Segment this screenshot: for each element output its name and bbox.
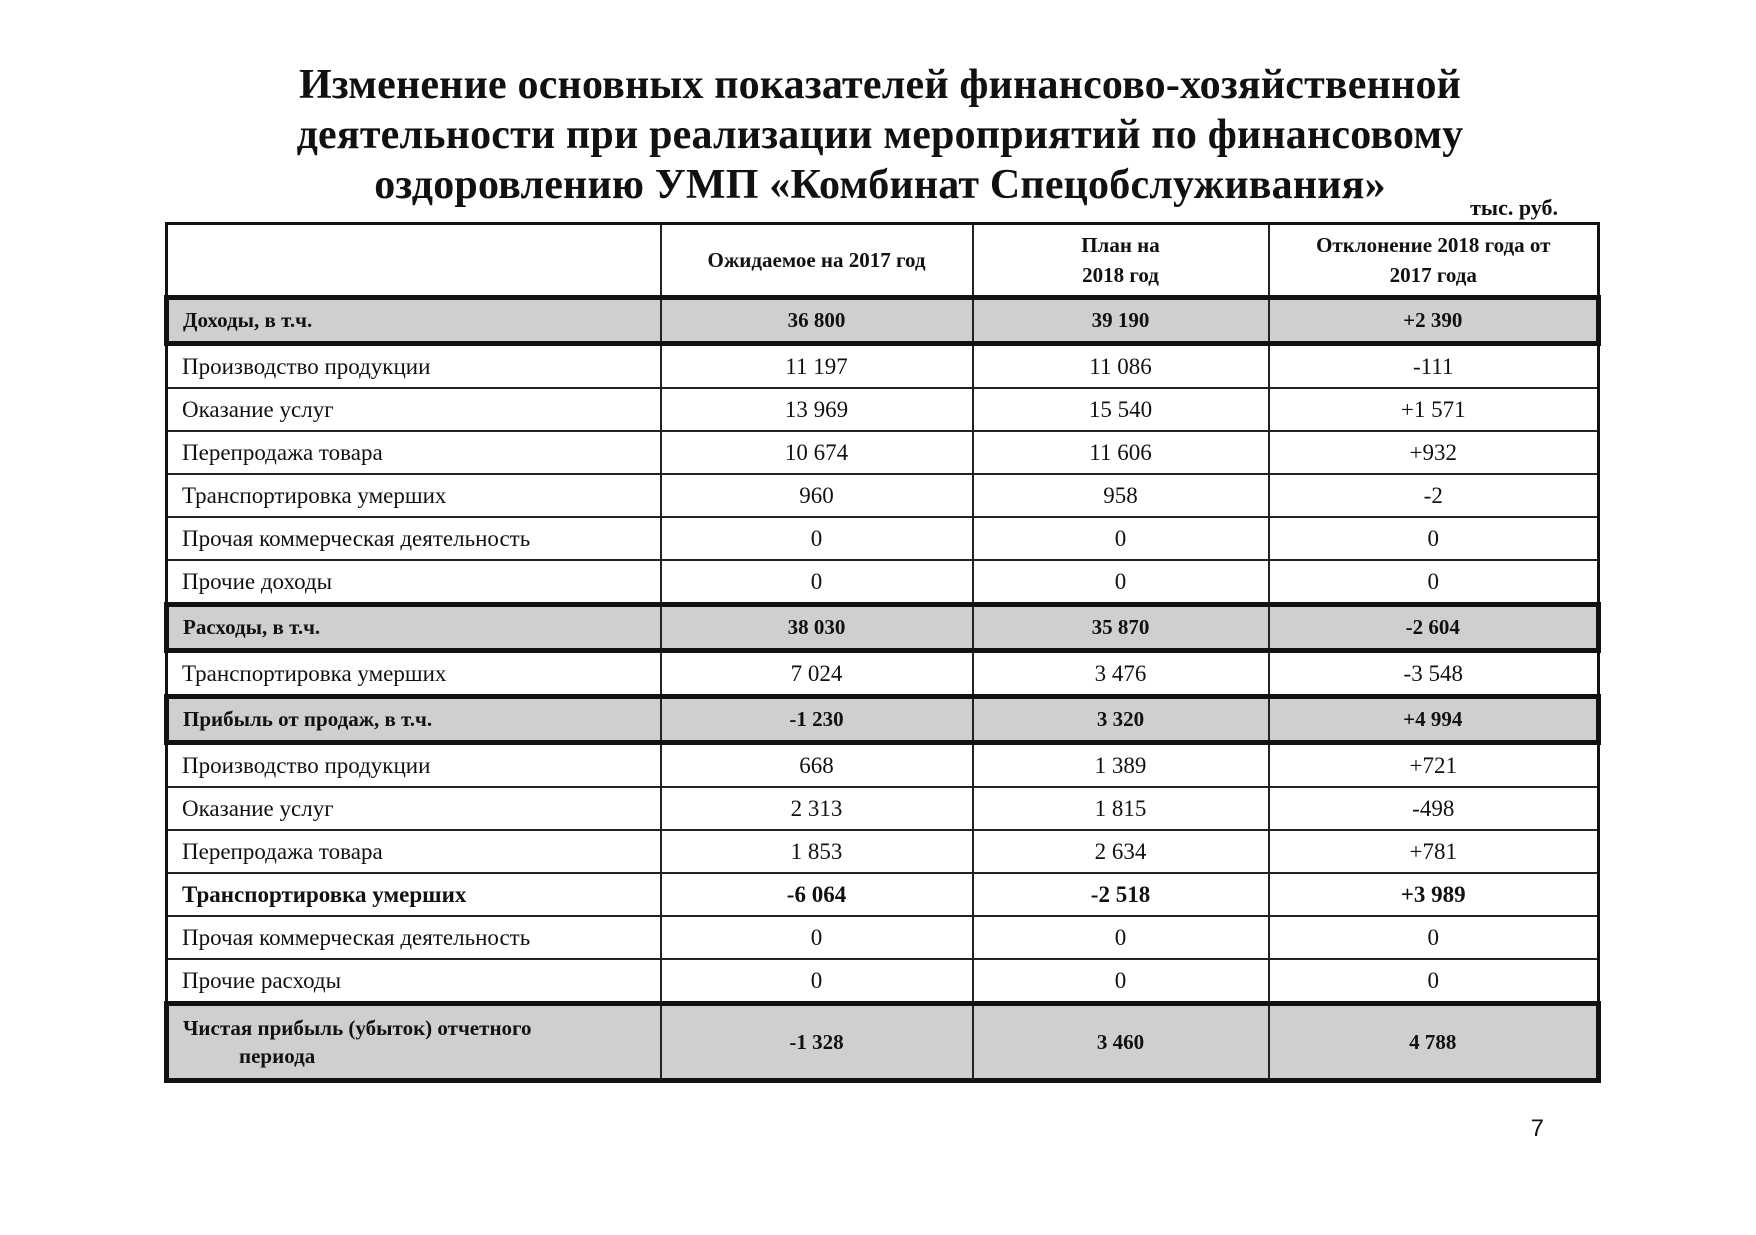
value-2017: 11 197 <box>661 344 973 389</box>
value-deviation: 4 788 <box>1269 1004 1599 1081</box>
row-label: Прочие доходы <box>167 560 661 605</box>
value-deviation: -498 <box>1269 787 1599 830</box>
value-2018: 15 540 <box>973 388 1269 431</box>
table-row <box>167 651 1599 697</box>
value-2017: 36 800 <box>661 298 973 344</box>
value-2017: -1 230 <box>661 697 973 743</box>
row-label <box>167 1004 661 1081</box>
value-2018: 958 <box>973 474 1269 517</box>
row-label: Оказание услуг <box>167 787 661 830</box>
row-label: Прочие расходы <box>167 959 661 1004</box>
title-line-1: Изменение основных показателей финансово-хозяйственной <box>298 62 1462 108</box>
value-2017: 0 <box>661 916 973 959</box>
value-2018: 0 <box>973 959 1269 1004</box>
value-2017: 38 030 <box>661 605 973 651</box>
units-label: тыс. руб. <box>1470 195 1558 220</box>
table-row <box>167 388 1599 431</box>
value-2018: 2 634 <box>973 830 1269 873</box>
header-deviation <box>1269 224 1599 298</box>
value-deviation: -111 <box>1269 344 1599 389</box>
page-title <box>240 60 1520 210</box>
value-deviation: -3 548 <box>1269 651 1599 697</box>
page-number: 7 <box>1530 1115 1544 1142</box>
row-label-line2: периода <box>239 1044 316 1068</box>
value-2018: 39 190 <box>973 298 1269 344</box>
row-label: Прибыль от продаж, в т.ч. <box>167 697 661 743</box>
row-label: Прочая коммерческая деятельность <box>167 517 661 560</box>
table-row <box>167 344 1599 389</box>
table-row <box>167 787 1599 830</box>
row-label: Транспортировка умерших <box>167 873 661 916</box>
value-2017: 13 969 <box>661 388 973 431</box>
header-deviation-line2: 2017 года <box>1389 263 1477 287</box>
value-deviation: +932 <box>1269 431 1599 474</box>
value-2018: 0 <box>973 916 1269 959</box>
value-deviation: 0 <box>1269 959 1599 1004</box>
table-row <box>167 959 1599 1004</box>
value-deviation: 0 <box>1269 517 1599 560</box>
title-line-2: деятельности при реализации мероприятий по финансовому <box>296 112 1464 158</box>
value-2017: -6 064 <box>661 873 973 916</box>
value-deviation: +1 571 <box>1269 388 1599 431</box>
value-2018: 11 086 <box>973 344 1269 389</box>
value-2018: 11 606 <box>973 431 1269 474</box>
row-label: Производство продукции <box>167 743 661 788</box>
value-2017: 960 <box>661 474 973 517</box>
row-label: Перепродажа товара <box>167 830 661 873</box>
value-2017: 2 313 <box>661 787 973 830</box>
table-row-net-profit-total <box>167 1004 1599 1081</box>
value-deviation: +781 <box>1269 830 1599 873</box>
value-2018: 3 320 <box>973 697 1269 743</box>
value-2017: 0 <box>661 560 973 605</box>
row-label: Доходы, в т.ч. <box>167 298 661 344</box>
table-row <box>167 474 1599 517</box>
value-2018: -2 518 <box>973 873 1269 916</box>
financial-indicators-table <box>164 222 1601 1083</box>
row-label-line1: Чистая прибыль (убыток) отчетного <box>183 1016 532 1040</box>
value-2017: 7 024 <box>661 651 973 697</box>
row-label: Транспортировка умерших <box>167 474 661 517</box>
header-indicator <box>167 224 661 298</box>
value-2017: 0 <box>661 959 973 1004</box>
row-label: Транспортировка умерших <box>167 651 661 697</box>
value-2018: 35 870 <box>973 605 1269 651</box>
title-line-3: оздоровлению УМП «Комбинат Спецобслуживания» <box>374 162 1386 208</box>
value-2017: 0 <box>661 517 973 560</box>
header-plan-2018 <box>973 224 1269 298</box>
value-2018: 0 <box>973 517 1269 560</box>
value-2018: 1 815 <box>973 787 1269 830</box>
value-2017: 668 <box>661 743 973 788</box>
value-deviation: +2 390 <box>1269 298 1599 344</box>
value-deviation: +4 994 <box>1269 697 1599 743</box>
value-deviation: -2 604 <box>1269 605 1599 651</box>
row-label: Перепродажа товара <box>167 431 661 474</box>
value-deviation: 0 <box>1269 916 1599 959</box>
table-row <box>167 830 1599 873</box>
table-row <box>167 517 1599 560</box>
table-row-sales-profit-total <box>167 697 1599 743</box>
value-deviation: -2 <box>1269 474 1599 517</box>
table-row <box>167 431 1599 474</box>
table-row <box>167 916 1599 959</box>
value-2018: 3 476 <box>973 651 1269 697</box>
value-2018: 1 389 <box>973 743 1269 788</box>
table-row-transport-bold <box>167 873 1599 916</box>
value-deviation: +721 <box>1269 743 1599 788</box>
header-expected-2017: Ожидаемое на 2017 год <box>661 224 973 298</box>
value-2017: -1 328 <box>661 1004 973 1081</box>
table-row-expenses-total <box>167 605 1599 651</box>
table-row <box>167 560 1599 605</box>
value-2018: 0 <box>973 560 1269 605</box>
row-label: Прочая коммерческая деятельность <box>167 916 661 959</box>
table-row-income-total <box>167 298 1599 344</box>
value-deviation: 0 <box>1269 560 1599 605</box>
row-label: Расходы, в т.ч. <box>167 605 661 651</box>
value-2018: 3 460 <box>973 1004 1269 1081</box>
table-header-row <box>167 224 1599 298</box>
table-row <box>167 743 1599 788</box>
value-2017: 10 674 <box>661 431 973 474</box>
header-plan-2018-line1: План на <box>1081 233 1160 257</box>
row-label: Производство продукции <box>167 344 661 389</box>
header-deviation-line1: Отклонение 2018 года от <box>1316 233 1551 257</box>
header-plan-2018-line2: 2018 год <box>1082 263 1159 287</box>
row-label: Оказание услуг <box>167 388 661 431</box>
value-deviation: +3 989 <box>1269 873 1599 916</box>
value-2017: 1 853 <box>661 830 973 873</box>
